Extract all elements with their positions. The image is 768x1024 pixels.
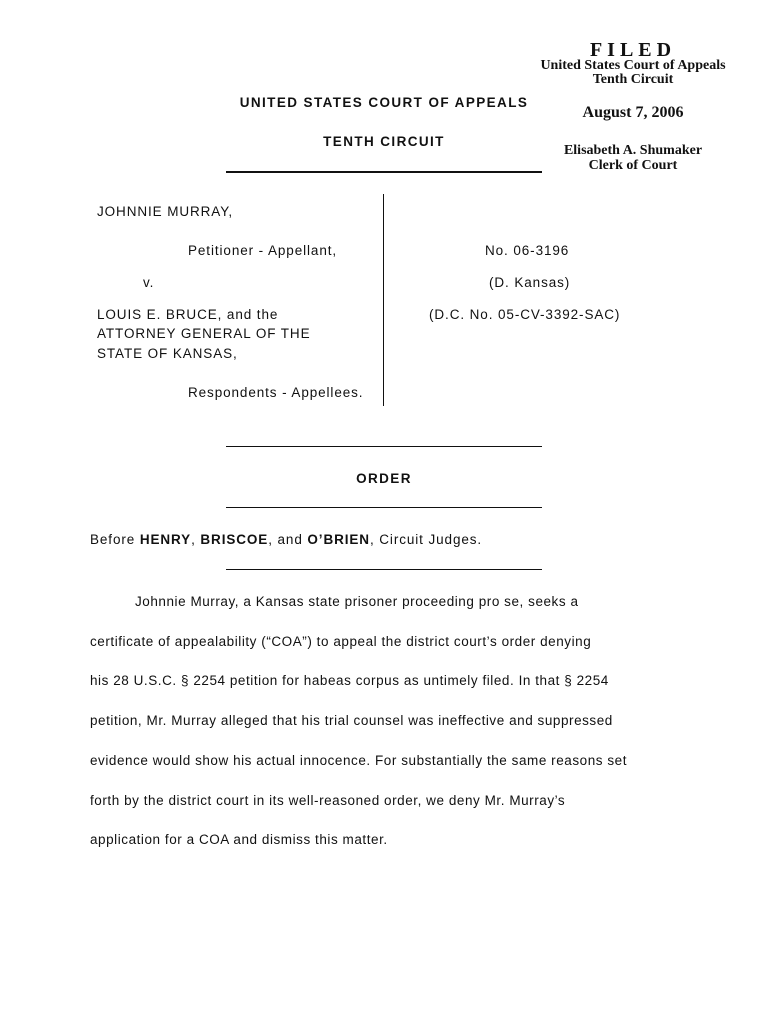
- district-case-number: (D.C. No. 05-CV-3392-SAC): [429, 307, 621, 322]
- panel-sep-1: ,: [191, 532, 201, 547]
- order-title: ORDER: [356, 471, 412, 486]
- court-heading: UNITED STATES COURT OF APPEALS: [239, 95, 529, 110]
- filed-date: August 7, 2006: [582, 104, 684, 121]
- judge-henry: HENRY: [139, 532, 192, 547]
- circuit-heading: TENTH CIRCUIT: [323, 134, 445, 149]
- body-line-4: petition, Mr. Murray alleged that his trial counsel was ineffective and suppressed: [90, 713, 613, 729]
- judge-briscoe: BRISCOE: [200, 532, 269, 547]
- caption-divider: [383, 194, 384, 406]
- respondent-line-1: LOUIS E. BRUCE, and the: [97, 307, 279, 322]
- versus: v.: [143, 275, 155, 290]
- heading-rule: [226, 171, 542, 173]
- respondent-line-2: ATTORNEY GENERAL OF THE: [97, 326, 311, 341]
- filed-stamp-title: FILED: [589, 39, 677, 61]
- case-number: No. 06-3196: [485, 243, 570, 258]
- panel-prefix: Before: [90, 532, 140, 547]
- respondent-role: Respondents - Appellees.: [188, 385, 364, 400]
- respondent-line-3: STATE OF KANSAS,: [97, 346, 238, 361]
- body-line-2: certificate of appealability (“COA”) to appeal the district court’s order denying: [90, 633, 592, 649]
- body-line-3: his 28 U.S.C. § 2254 petition for habeas corpus as untimely filed. In that § 2254: [90, 673, 609, 689]
- panel-rule: [226, 569, 542, 570]
- body-line-6: forth by the district court in its well-reasoned order, we deny Mr. Murray’s: [90, 792, 566, 808]
- judge-obrien: O’BRIEN: [307, 532, 370, 547]
- order-rule-bottom: [226, 507, 542, 508]
- filed-stamp-court: United States Court of Appeals: [540, 58, 726, 73]
- district: (D. Kansas): [489, 275, 571, 290]
- panel-suffix: , Circuit Judges.: [369, 532, 483, 547]
- petitioner-role: Petitioner - Appellant,: [188, 243, 338, 258]
- order-rule-top: [226, 446, 542, 447]
- body-line-1: Johnnie Murray, a Kansas state prisoner proceeding pro se, seeks a: [135, 594, 579, 609]
- clerk-name: Elisabeth A. Shumaker: [563, 143, 703, 158]
- order-body: [90, 582, 690, 860]
- petitioner-name: JOHNNIE MURRAY,: [97, 204, 234, 219]
- panel-sep-2: , and: [268, 532, 308, 547]
- clerk-title: Clerk of Court: [588, 158, 678, 173]
- filed-stamp-circuit: Tenth Circuit: [592, 72, 674, 87]
- panel-line: [90, 530, 482, 550]
- body-line-7: application for a COA and dismiss this matter.: [90, 832, 388, 848]
- body-line-5: evidence would show his actual innocence. For substantially the same reasons set: [90, 752, 628, 768]
